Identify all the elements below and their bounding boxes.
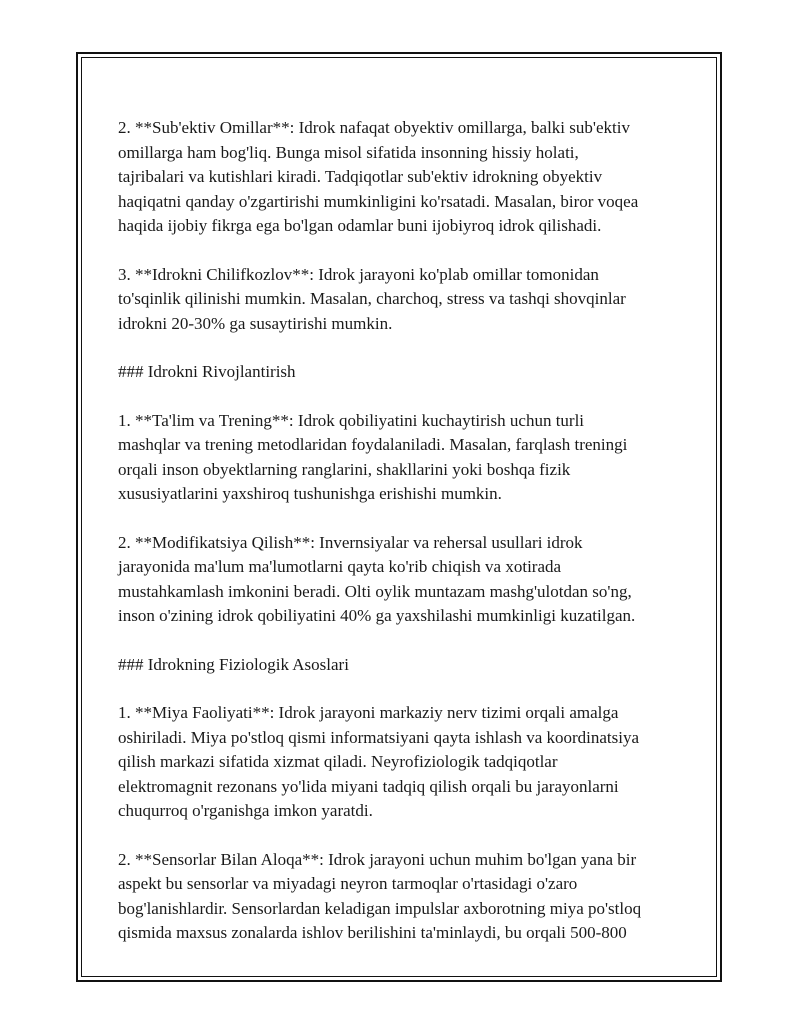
text-line: chuqurroq o'rganishga imkon yaratdi. xyxy=(118,801,373,820)
text-line: qilish markazi sifatida xizmat qiladi. Neyrofiziologik tadqiqotlar xyxy=(118,752,558,771)
text-line: orqali inson obyektlarning ranglarini, shakllarini yoki boshqa fizik xyxy=(118,459,571,479)
text-line: mashqlar va trening metodlaridan foydalaniladi. Masalan, farqlash treningi xyxy=(118,435,628,454)
text-line: 1. **Miya Faoliyati**: Idrok jarayoni markaziy nerv tizimi orqali amalga xyxy=(118,703,619,722)
text-line: bog'lanishlardir. Sensorlardan keladigan impulslar axborotning miya po'stloq xyxy=(118,898,642,918)
text-line: to'sqinlik qilinishi mumkin. Masalan, charchoq, stress va tashqi shovqinlar xyxy=(118,289,626,308)
paragraph-miya-faoliyati xyxy=(118,701,688,824)
section-heading-rivojlantirish: ### Idrokni Rivojlantirish xyxy=(118,362,296,381)
text-line: 2. **Sensorlar Bilan Aloqa**: Idrok jarayoni uchun muhim bo'lgan yana bir xyxy=(118,849,637,869)
text-line: jarayonida ma'lum ma'lumotlarni qayta ko'rib chiqish va xotirada xyxy=(118,557,562,576)
text-line: 1. **Ta'lim va Trening**: Idrok qobiliyatini kuchaytirish uchun turli xyxy=(118,410,585,430)
paragraph-talim-va-trening xyxy=(118,409,688,507)
paragraph-subektiv-omillar xyxy=(118,116,688,239)
text-line: tajribalari va kutishlari kiradi. Tadqiqotlar sub'ektiv idrokning obyektiv xyxy=(118,167,603,186)
text-line: aspekt bu sensorlar va miyadagi neyron tarmoqlar o'rtasidagi o'zaro xyxy=(118,874,578,893)
text-line: 2. **Modifikatsiya Qilish**: Invernsiyalar va rehersal usullari idrok xyxy=(118,532,583,552)
paragraph-modifikatsiya-qilish xyxy=(118,531,688,629)
text-line: idrokni 20-30% ga susaytirishi mumkin. xyxy=(118,313,393,333)
text-line: xususiyatlarini yaxshiroq tushunishga erishishi mumkin. xyxy=(118,484,502,503)
text-line: mustahkamlash imkonini beradi. Olti oylik muntazam mashg'ulotdan so'ng, xyxy=(118,581,632,601)
text-line: inson o'zining idrok qobiliyatini 40% ga yaxshilashi mumkinligi kuzatilgan. xyxy=(118,606,636,625)
text-line: oshiriladi. Miya po'stloq qismi informatsiyani qayta ishlash va koordinatsiya xyxy=(118,727,640,747)
text-line: omillarga ham bog'liq. Bunga misol sifatida insonning hissiy holati, xyxy=(118,142,579,162)
text-line: 2. **Sub'ektiv Omillar**: Idrok nafaqat obyektiv omillarga, balki sub'ektiv xyxy=(118,118,630,137)
text-line: haqiqatni qanday o'zgartirishi mumkinligini ko'rsatadi. Masalan, biror voqea xyxy=(118,191,639,211)
paragraph-sensorlar-bilan-aloqa xyxy=(118,848,688,946)
text-line: qismida maxsus zonalarda ishlov berilishini ta'minlaydi, bu orqali 500-800 xyxy=(118,923,627,942)
paragraph-idrokni-chilifkozlov xyxy=(118,263,688,337)
text-line: elektromagnit rezonans yo'lida miyani tadqiq qilish orqali bu jarayonlarni xyxy=(118,776,619,796)
text-line: haqida ijobiy fikrga ega bo'lgan odamlar buni ijobiyroq idrok qilishadi. xyxy=(118,216,602,235)
text-line: 3. **Idrokni Chilifkozlov**: Idrok jarayoni ko'plab omillar tomonidan xyxy=(118,264,599,284)
section-heading-fiziologik-asoslari: ### Idrokning Fiziologik Asoslari xyxy=(118,654,349,674)
document-body xyxy=(118,116,688,970)
